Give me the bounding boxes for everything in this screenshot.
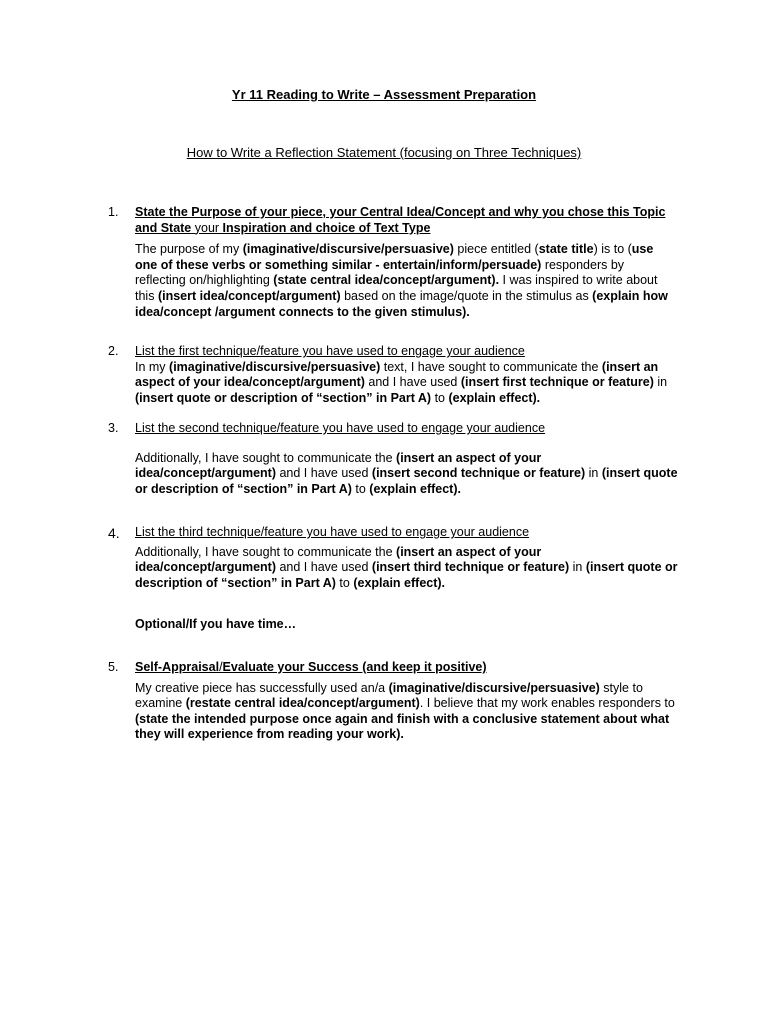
text-run: My creative piece has successfully used an/a [135,680,389,695]
item-body [135,681,678,743]
list-item-1 [108,205,678,320]
item-heading [135,660,678,676]
page-subtitle: How to Write a Reflection Statement (focusing on Three Techniques) [186,145,582,160]
text-run: piece entitled ( [453,242,539,257]
text-run: in [569,560,586,575]
bold-text-run: (insert first technique or feature) [460,375,654,390]
text-run: In my [135,359,170,374]
text-run: responders by reflecting on/highlighting [135,257,625,288]
list-item-2 [108,344,678,406]
bold-text-run: (insert second technique or feature) [371,466,586,481]
bold-text-run: (imaginative/discursive/persuasive) [242,242,454,257]
text-run: . I believe that my work enables responders to [419,696,675,711]
bold-text-run: (explain effect). [369,481,461,496]
text-run: / [219,660,223,674]
item-number: 2. [108,344,119,358]
item-body [135,242,678,320]
bold-text-run: (insert quote or description of “section” in Part A) [135,560,678,590]
text-run: and I have used [364,375,461,390]
bold-text-run: (insert an aspect of your idea/concept/argument) [135,450,542,481]
text-run: based on the image/quote in the stimulus as [340,288,593,303]
bold-text-run: (state the intended purpose once again and finish with a conclusive statement about what they will experience from reading your work). [135,711,670,742]
bold-text-run: (insert idea/concept/argument) [157,288,341,303]
bold-text-run: (restate central idea/concept/argument) [185,696,420,711]
page-title: Yr 11 Reading to Write – Assessment Preparation [231,87,537,102]
bold-text-run: use one of these verbs or something similar - entertain/inform/persuade) [135,242,654,272]
item-heading [135,205,678,236]
item-number: 5. [108,660,119,674]
bold-text-run: (insert an aspect of your idea/concept/argument) [135,359,659,390]
bold-text-run: (imaginative/discursive/persuasive) [388,680,600,695]
text-run: to [351,481,370,496]
text-run: List the third technique/feature you have used to engage your audience [135,525,530,539]
bold-text-run: state title [538,242,594,257]
bold-text-run: Inspiration and choice of Text Type [222,220,431,235]
text-run: in [585,466,602,481]
text-run: text, I have sought to communicate the [380,359,602,374]
item-heading [135,525,678,541]
item-body [135,545,678,592]
item-body [135,360,678,407]
item-number: 4. [108,525,120,541]
item-number: 1. [108,205,119,219]
optional-note: Optional/If you have time… [135,617,297,631]
bold-text-run: (explain effect). [353,575,446,590]
text-run: style to examine [135,680,643,711]
bold-text-run: (imaginative/discursive/persuasive) [169,359,381,374]
bold-text-run: (explain effect). [448,390,541,405]
text-run: Additionally, I have sought to communicate the [135,544,397,559]
item-heading [135,344,678,360]
bold-text-run: State the Purpose of your piece, your Central Idea/Concept and why you chose this Topic and State [135,205,666,235]
bold-text-run: (insert quote or description of “section” in Part A) [135,466,678,496]
bold-text-run: Evaluate your Success (and keep it positive) [222,660,487,674]
item-body [135,451,678,498]
bold-text-run: (explain how idea/concept /argument connects to the given stimulus). [135,288,668,319]
list-item-3 [108,421,678,497]
text-run: List the second technique/feature you have used to engage your audience [135,421,546,435]
text-run: and I have used [276,560,372,575]
item-heading [135,421,678,437]
text-run: in [653,375,668,390]
text-run: to [335,575,354,590]
list-item-4 [108,525,678,591]
list-item-5 [108,660,678,743]
bold-text-run: (state central idea/concept/argument). [273,273,500,288]
text-run: I was inspired to write about this [135,273,658,303]
text-run: The purpose of my [135,242,243,257]
text-run: to [431,390,449,405]
bold-text-run: Self-Appraisal [135,660,220,674]
bold-text-run: (insert third technique or feature) [371,560,570,575]
text-run: Additionally, I have sought to communicate the [135,450,397,465]
text-run: List the first technique/feature you have used to engage your audience [135,344,525,358]
bold-text-run: (insert an aspect of your idea/concept/argument) [135,544,542,575]
text-run: ) is to ( [593,242,632,257]
text-run: your [191,220,223,235]
bold-text-run: (insert quote or description of “section” in Part A) [135,390,432,405]
item-number: 3. [108,421,119,435]
text-run: and I have used [276,466,372,481]
